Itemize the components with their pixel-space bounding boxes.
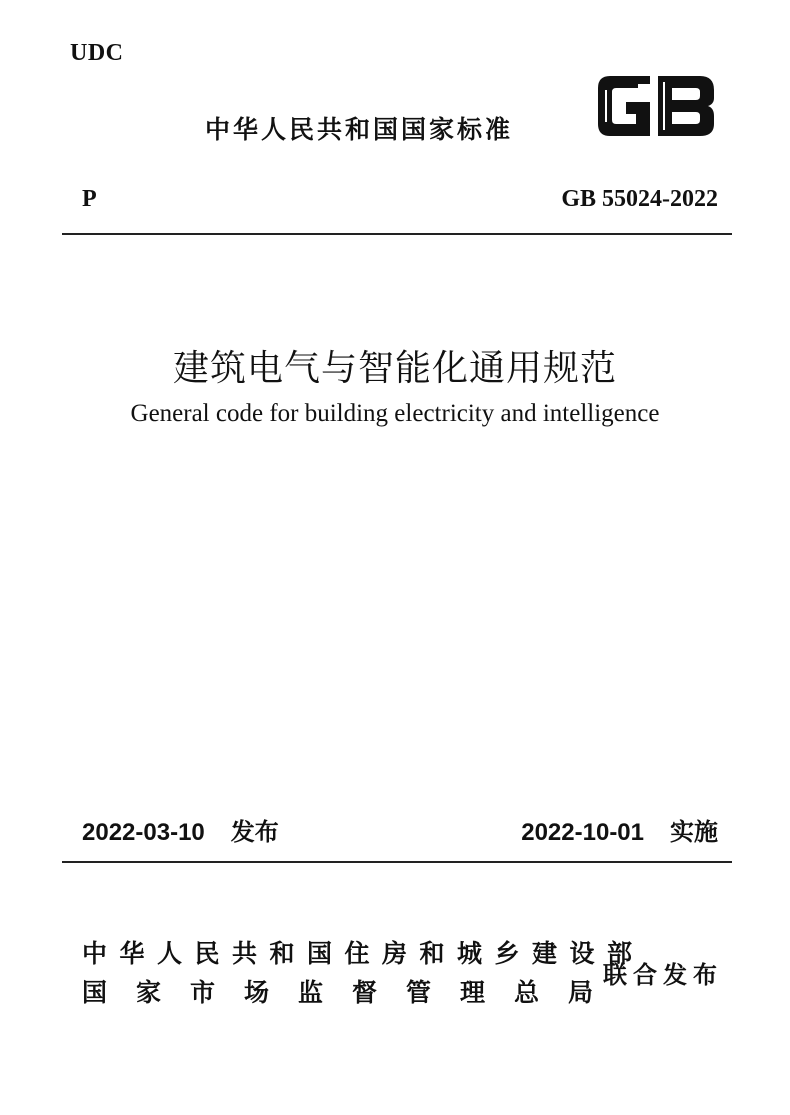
implementation-date: 2022-10-01 [521,819,644,846]
top-divider [62,233,732,235]
standard-type-heading: 中华人民共和国国家标准 [205,115,514,144]
joint-issue-label: 联合发布 [603,961,723,989]
title-chinese: 建筑电气与智能化通用规范 [172,348,617,389]
gb-logo-b [658,76,714,136]
category-code: P [82,186,97,212]
standard-number: GB 55024-2022 [561,186,718,212]
udc-label: UDC [70,40,124,66]
issue-label: 发布 [230,819,279,846]
issue-date: 2022-03-10 [82,819,205,846]
issuer-administration: 国家市场监督管理总局 [82,978,623,1007]
bottom-divider [62,861,732,863]
issuer-ministry: 中华人民共和国住房和城乡建设部 [82,939,645,968]
implementation-date-block [521,812,718,847]
implementation-label: 实施 [670,819,718,846]
gb-logo [592,70,720,142]
issue-date-block [82,812,279,847]
title-english: General code for building electricity and intelligence [130,400,660,427]
